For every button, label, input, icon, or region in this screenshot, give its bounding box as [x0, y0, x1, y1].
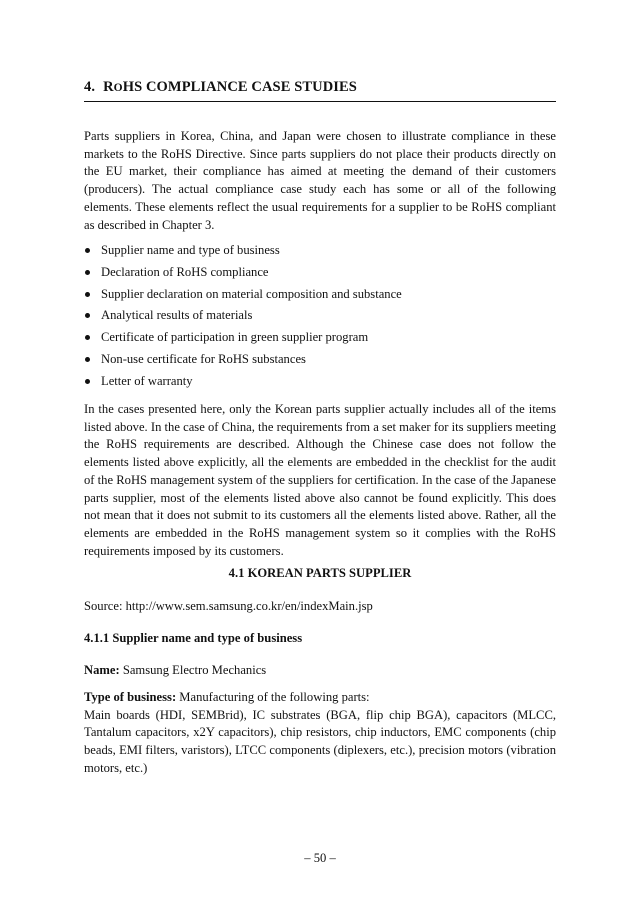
- chapter-title-initial: R: [103, 79, 114, 95]
- chapter-heading: [84, 79, 556, 102]
- list-item: [84, 263, 556, 285]
- bullet-icon: [85, 248, 90, 253]
- business-type-intro: Manufacturing of the following parts:: [176, 690, 370, 704]
- bullet-icon: [85, 292, 90, 297]
- intro-paragraph: Parts suppliers in Korea, China, and Japan were chosen to illustrate compliance in these markets to the RoHS Directive. Since parts suppliers do not place their products directly on the EU market, their compliance has aimed at meeting the demand of their customers (producers). The actual compliance case study each has some or all of the following elements. These elements reflect the usual requirements for a supplier to be RoHS compliant as described in Chapter 3.: [84, 129, 556, 232]
- list-item-text: Non-use certificate for RoHS substances: [101, 351, 306, 366]
- list-item: [84, 350, 556, 372]
- document-page: [84, 0, 556, 904]
- list-item: [84, 241, 556, 263]
- business-type-label: Type of business:: [84, 690, 177, 704]
- list-item-text: Declaration of RoHS compliance: [101, 264, 269, 279]
- bullet-icon: [85, 313, 90, 318]
- bullet-icon: [85, 335, 90, 340]
- list-item-text: Letter of warranty: [101, 373, 193, 388]
- chapter-title-smallcap: O: [113, 82, 123, 94]
- list-item: [84, 328, 556, 350]
- chapter-title-rest: HS COMPLIANCE CASE STUDIES: [122, 79, 357, 95]
- cases-paragraph: In the cases presented here, only the Korean parts supplier actually includes all of the items listed above. In the case of China, the requirements from a set maker for its suppliers meeting the RoHS requirements are described. Although the Chinese case does not follow the elements listed above explicitly, all the elements are embedded in the checklist for the audit of the RoHS management system of the suppliers for certification. In the case of the Japanese parts supplier, most of the elements listed above also cannot be found explicitly. This does not mean that it does not submit to its customers all the elements listed above. Rather, all the elements are embedded in the RoHS management system so it complies with the RoHS requirements imposed by its customers.: [84, 402, 556, 558]
- list-item-text: Analytical results of materials: [101, 308, 253, 323]
- source-line: Source: http://www.sem.samsung.co.kr/en/indexMain.jsp: [84, 599, 373, 613]
- list-item: [84, 372, 556, 394]
- page-number: – 50 –: [304, 851, 336, 865]
- chapter-number: 4.: [84, 79, 96, 95]
- subsection-heading: 4.1.1 Supplier name and type of business: [84, 631, 303, 645]
- business-type-line: [84, 689, 556, 707]
- name-value: Samsung Electro Mechanics: [119, 663, 267, 677]
- business-type-block: [84, 689, 556, 778]
- bullet-icon: [85, 379, 90, 384]
- list-item-text: Certificate of participation in green supplier program: [101, 330, 369, 345]
- list-item: [84, 306, 556, 328]
- list-item-text: Supplier name and type of business: [101, 243, 280, 257]
- bullet-icon: [85, 270, 90, 275]
- name-label: Name:: [84, 663, 120, 677]
- supplier-name-line: [84, 663, 556, 678]
- list-item: [84, 285, 556, 307]
- elements-list: [84, 241, 556, 394]
- business-type-details: Main boards (HDI, SEMBrid), IC substrates (BGA, flip chip BGA), capacitors (MLCC, Tantalum capacitors, x2Y capacitors), chip resistors, chip inductors, EMC components (chip beads, EMI filters, varistors), LTCC components (diplexers, etc.), precision motors (vibration motors, etc.): [84, 707, 556, 775]
- bullet-icon: [85, 357, 90, 362]
- section-heading: 4.1 KOREAN PARTS SUPPLIER: [228, 566, 412, 580]
- list-item-text: Supplier declaration on material composition and substance: [101, 286, 402, 301]
